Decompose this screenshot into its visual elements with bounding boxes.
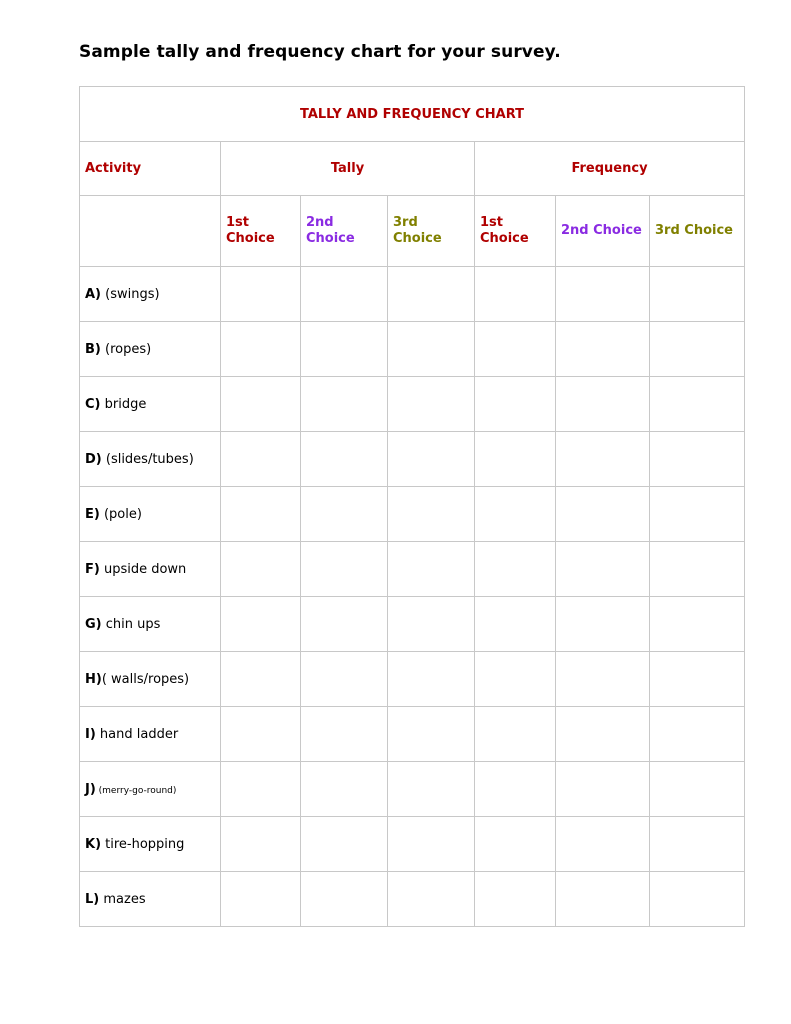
tally-2nd-cell [301, 597, 388, 652]
tally-1st-cell [221, 267, 301, 322]
tally-3rd-cell [388, 322, 475, 377]
frequency-1st-cell [475, 707, 556, 762]
table-row [80, 432, 745, 487]
activity-cell [80, 817, 221, 872]
table-row [80, 762, 745, 817]
frequency-1st-cell [475, 872, 556, 927]
tally-3rd-cell [388, 817, 475, 872]
table-row [80, 487, 745, 542]
tally-3rd-cell [388, 652, 475, 707]
frequency-2nd-cell [556, 762, 650, 817]
activity-letter: L) [85, 891, 100, 907]
frequency-1st-cell [475, 597, 556, 652]
tally-2nd-cell [301, 377, 388, 432]
table-row [80, 597, 745, 652]
tally-3rd-cell [388, 267, 475, 322]
frequency-2nd-cell [556, 322, 650, 377]
table-row [80, 267, 745, 322]
frequency-1st-cell [475, 432, 556, 487]
tally-1st-cell [221, 762, 301, 817]
frequency-2nd-cell [556, 597, 650, 652]
frequency-3rd-cell [650, 377, 745, 432]
tally-3rd-cell [388, 872, 475, 927]
table-row [80, 652, 745, 707]
empty-header-cell [80, 196, 221, 267]
table-row [80, 377, 745, 432]
activity-cell [80, 597, 221, 652]
frequency-3rd-cell [650, 652, 745, 707]
frequency-2nd-cell [556, 817, 650, 872]
activity-letter: D) [85, 451, 102, 467]
tally-1st-cell [221, 597, 301, 652]
frequency-1st-cell [475, 267, 556, 322]
tally-1st-cell [221, 817, 301, 872]
frequency-header: Frequency [475, 142, 745, 196]
tally-1st-cell [221, 487, 301, 542]
tally-2nd-cell [301, 542, 388, 597]
activity-name: upside down [99, 561, 187, 577]
frequency-1st-cell [475, 322, 556, 377]
frequency-1st-cell [475, 377, 556, 432]
activity-name: chin ups [101, 616, 161, 632]
tally-2nd-cell [301, 762, 388, 817]
tally-3rd-cell [388, 542, 475, 597]
activity-name: (swings) [101, 286, 160, 302]
activity-cell [80, 377, 221, 432]
activity-name: mazes [99, 891, 146, 907]
activity-letter: H) [85, 671, 102, 687]
table-title-row [80, 87, 745, 142]
frequency-1st-cell [475, 487, 556, 542]
frequency-2nd-cell [556, 432, 650, 487]
tally-2nd-cell [301, 817, 388, 872]
activity-name: (merry-go-round) [95, 785, 177, 796]
table-row [80, 542, 745, 597]
activity-cell [80, 707, 221, 762]
tally-3rd-cell [388, 377, 475, 432]
frequency-1st-cell [475, 762, 556, 817]
tally-1st-cell [221, 542, 301, 597]
tally-2nd-choice-header: 2nd Choice [301, 196, 388, 267]
page-title: Sample tally and frequency chart for your survey. [79, 42, 561, 62]
activity-cell [80, 322, 221, 377]
group-header-row [80, 142, 745, 196]
tally-2nd-cell [301, 652, 388, 707]
tally-2nd-cell [301, 872, 388, 927]
activity-name: (slides/tubes) [101, 451, 194, 467]
tally-frequency-table [79, 86, 745, 927]
frequency-1st-cell [475, 542, 556, 597]
tally-header: Tally [221, 142, 475, 196]
frequency-1st-cell [475, 817, 556, 872]
frequency-3rd-choice-header: 3rd Choice [650, 196, 745, 267]
frequency-3rd-cell [650, 817, 745, 872]
activity-letter: K) [85, 836, 102, 852]
table-row [80, 707, 745, 762]
frequency-2nd-choice-header: 2nd Choice [556, 196, 650, 267]
choice-header-row [80, 196, 745, 267]
frequency-2nd-cell [556, 377, 650, 432]
frequency-3rd-cell [650, 542, 745, 597]
tally-3rd-cell [388, 432, 475, 487]
frequency-3rd-cell [650, 267, 745, 322]
activity-cell [80, 872, 221, 927]
frequency-1st-choice-header: 1st Choice [475, 196, 556, 267]
table-row [80, 872, 745, 927]
activity-name: hand ladder [95, 726, 179, 742]
frequency-2nd-cell [556, 267, 650, 322]
tally-1st-cell [221, 707, 301, 762]
tally-2nd-cell [301, 487, 388, 542]
tally-1st-cell [221, 432, 301, 487]
activity-letter: G) [85, 616, 102, 632]
activity-header: Activity [80, 142, 221, 196]
frequency-3rd-cell [650, 487, 745, 542]
tally-2nd-cell [301, 432, 388, 487]
activity-name: ( walls/ropes) [101, 671, 190, 687]
tally-3rd-cell [388, 487, 475, 542]
activity-letter: A) [85, 286, 102, 302]
tally-3rd-cell [388, 597, 475, 652]
tally-3rd-cell [388, 762, 475, 817]
activity-name: (pole) [99, 506, 142, 522]
activity-name: (ropes) [100, 341, 152, 357]
frequency-1st-cell [475, 652, 556, 707]
frequency-2nd-cell [556, 707, 650, 762]
table-row [80, 322, 745, 377]
activity-name: bridge [100, 396, 147, 412]
activity-letter: B) [85, 341, 101, 357]
frequency-2nd-cell [556, 487, 650, 542]
activity-cell [80, 267, 221, 322]
frequency-2nd-cell [556, 872, 650, 927]
tally-2nd-cell [301, 267, 388, 322]
activity-cell [80, 652, 221, 707]
activity-cell [80, 542, 221, 597]
table-row [80, 817, 745, 872]
activity-letter: I) [85, 726, 96, 742]
frequency-3rd-cell [650, 762, 745, 817]
tally-2nd-cell [301, 322, 388, 377]
tally-3rd-cell [388, 707, 475, 762]
tally-1st-cell [221, 377, 301, 432]
frequency-2nd-cell [556, 542, 650, 597]
activity-cell [80, 762, 221, 817]
tally-1st-cell [221, 322, 301, 377]
activity-name: tire-hopping [101, 836, 185, 852]
activity-letter: F) [85, 561, 100, 577]
tally-1st-cell [221, 872, 301, 927]
activity-letter: J) [85, 781, 96, 797]
activity-cell [80, 487, 221, 542]
frequency-3rd-cell [650, 707, 745, 762]
table-title: TALLY AND FREQUENCY CHART [80, 87, 745, 142]
activity-letter: E) [85, 506, 100, 522]
tally-1st-choice-header: 1st Choice [221, 196, 301, 267]
frequency-2nd-cell [556, 652, 650, 707]
activity-cell [80, 432, 221, 487]
frequency-3rd-cell [650, 432, 745, 487]
tally-1st-cell [221, 652, 301, 707]
frequency-3rd-cell [650, 597, 745, 652]
activity-letter: C) [85, 396, 101, 412]
frequency-3rd-cell [650, 872, 745, 927]
tally-2nd-cell [301, 707, 388, 762]
frequency-3rd-cell [650, 322, 745, 377]
tally-3rd-choice-header: 3rd Choice [388, 196, 475, 267]
